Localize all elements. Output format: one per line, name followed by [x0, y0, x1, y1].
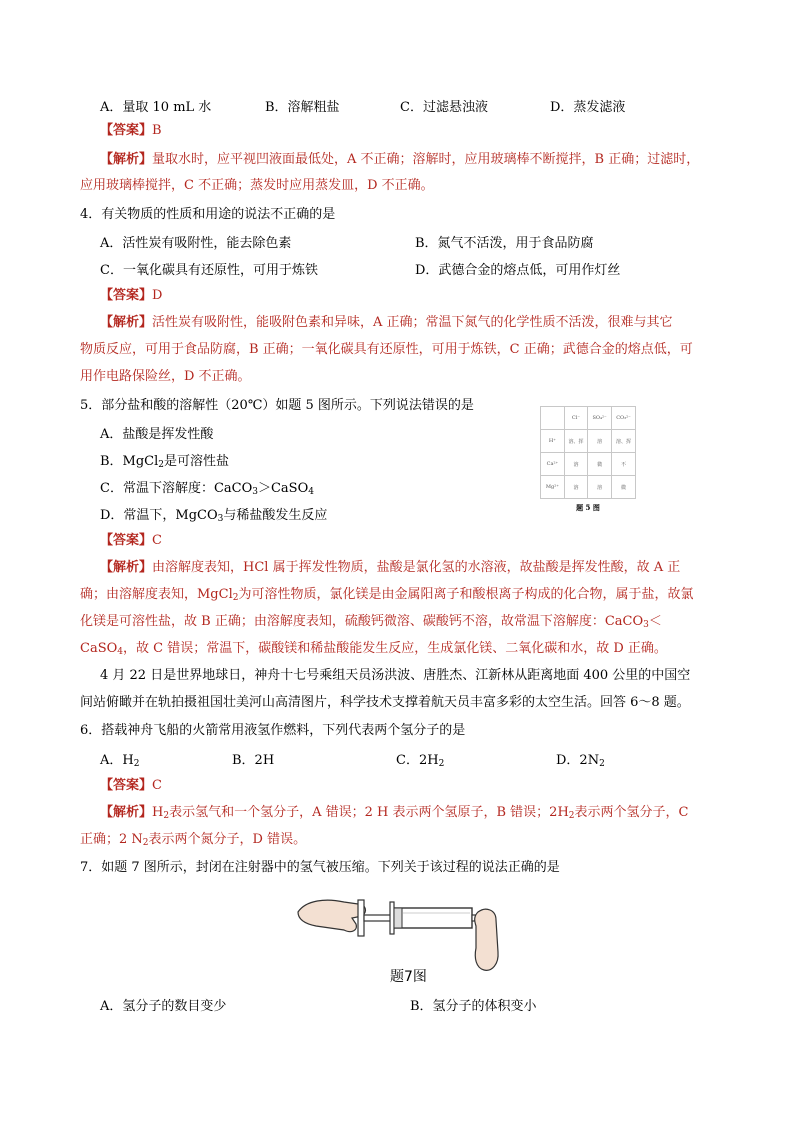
left-hand-illustration: [298, 900, 365, 931]
q5-stem: 5．部分盐和酸的溶解性（20℃）如题 5 图所示。下列说法错误的是: [80, 398, 474, 413]
text: C．2H: [396, 753, 439, 768]
table-cell: Cl⁻: [564, 407, 587, 430]
q5-option-b: [100, 450, 229, 470]
subscript: 2: [163, 811, 170, 821]
q5-option-a: A．盐酸是挥发性酸: [100, 427, 214, 442]
text: 确；由溶解度表知，MgCl: [80, 587, 233, 602]
table-cell: 微: [588, 453, 612, 476]
analysis-tag: 【解析】: [100, 315, 153, 330]
text: D．2N: [556, 753, 600, 768]
subscript: 2: [133, 759, 140, 769]
text: A．H: [100, 753, 134, 768]
text: 与稀盐酸发生反应: [223, 508, 328, 523]
figure-caption: 题 5 图: [576, 503, 600, 512]
table-cell: 溶: [588, 430, 612, 453]
q4-option-a: A．活性炭有吸附性，能去除色素: [100, 236, 292, 251]
syringe-piston: [394, 908, 402, 928]
q5-answer: [100, 531, 734, 551]
q6-option-a: [100, 749, 139, 769]
analysis-tag: 【解析】: [100, 152, 153, 167]
q4-stem: 4．有关物质的性质和用途的说法不正确的是: [80, 207, 336, 222]
passage-line-2: 间站俯瞰并在轨拍摄祖国壮美河山高清图片，科学技术支撑着航天员丰富多彩的太空生活。回答 6～8 题。: [80, 695, 690, 710]
table-cell: 溶: [564, 476, 587, 499]
table-row: [541, 407, 636, 430]
q3-option-d: D．蒸发滤液: [550, 100, 626, 115]
answer-tag: 【答案】: [100, 123, 153, 138]
q4-answer: [100, 286, 734, 306]
text: 是可溶性盐: [164, 454, 230, 469]
analysis-text: 活性炭有吸附性，能吸附色素和异味，A 正确；常温下氮气的化学性质不活泼，很难与其它: [152, 315, 673, 330]
text: C．常温下溶解度：CaCO: [100, 481, 253, 496]
table-row: [541, 430, 636, 453]
answer-tag: 【答案】: [100, 288, 153, 303]
text: ，故 C 错误；常温下，碳酸镁和稀盐酸能发生反应，生成氯化镁、二氧化碳和水，故 D 正确。: [123, 641, 667, 656]
subscript: 3: [252, 487, 258, 497]
answer-value: D: [152, 288, 163, 303]
analysis-text: 量取水时，应平视凹液面最低处，A 不正确；溶解时，应用玻璃棒不断搅拌，B 正确；过滤时，: [152, 152, 700, 167]
q5-option-c: [100, 477, 314, 497]
q7-option-a: A．氢分子的数目变少: [100, 999, 227, 1014]
q6-option-c: [396, 749, 444, 769]
table-cell: 溶: [588, 476, 612, 499]
q6-option-b: B．2H: [232, 753, 275, 768]
table-cell: H⁺: [541, 430, 565, 453]
table-cell: Mg²⁺: [541, 476, 565, 499]
text: 表示两个氮分子，D 错误。: [148, 832, 307, 847]
text: CaSO: [80, 641, 118, 656]
subscript: 2: [158, 460, 165, 470]
q3-analysis-line-2: 应用玻璃棒搅拌，C 不正确；蒸发时应用蒸发皿，D 不正确。: [80, 178, 434, 193]
text: 为可溶性物质，氯化镁是由金属阳离子和酸根离子构成的化合物，属于盐，故氯: [238, 587, 694, 602]
answer-tag: 【答案】: [100, 533, 153, 548]
plunger-handle: [358, 900, 364, 936]
right-hand-illustration: [475, 909, 498, 970]
text: B．MgCl: [100, 454, 159, 469]
table-cell: 溶: [564, 453, 587, 476]
q5-analysis-line-2: [80, 585, 734, 608]
q7-stem: 7．如题 7 图所示，封闭在注射器中的氢气被压缩。下列关于该过程的说法正确的是: [80, 860, 560, 875]
subscript: 2: [568, 811, 575, 821]
q4-option-c: C．一氧化碳具有还原性，可用于炼铁: [100, 263, 318, 278]
q4-analysis-line-1: [100, 313, 734, 333]
table-cell: CO₃²⁻: [612, 407, 636, 430]
table-cell: 溶、挥: [564, 430, 587, 453]
table-row: [541, 476, 636, 499]
subscript: 4: [308, 487, 314, 497]
syringe-barrel: [392, 908, 472, 928]
answer-value: C: [152, 778, 162, 793]
text: ＜: [648, 614, 662, 629]
answer-tag: 【答案】: [100, 778, 153, 793]
answer-value: B: [152, 123, 162, 138]
q6-analysis-line-2: [80, 830, 734, 853]
barrel-flange: [390, 902, 394, 934]
subscript: 2: [438, 759, 445, 769]
subscript: 2: [142, 838, 149, 848]
text: ＞CaSO: [257, 481, 309, 496]
text: D．常温下，MgCO: [100, 508, 218, 523]
solubility-table: [540, 406, 636, 499]
table-cell: 微: [612, 476, 636, 499]
q7-option-b: B．氢分子的体积变小: [410, 999, 537, 1014]
table-cell: 不: [612, 453, 636, 476]
q5-analysis-line-4: [80, 639, 734, 662]
table-cell: [541, 407, 565, 430]
q6-option-d: [556, 749, 605, 769]
subscript: 3: [643, 620, 649, 630]
q3-option-a: A．量取 10 mL 水: [100, 100, 212, 115]
q6-stem: 6．搭载神舟飞船的火箭常用液氢作燃料，下列代表两个氢分子的是: [80, 723, 466, 738]
q3-analysis-line-1: [100, 150, 734, 170]
q3-option-b: B．溶解粗盐: [265, 100, 340, 115]
table-cell: SO₄²⁻: [588, 407, 612, 430]
analysis-tag: 【解析】: [100, 805, 153, 820]
subscript: 4: [117, 647, 123, 657]
solubility-table-figure: [540, 406, 636, 513]
passage-line-1: 4 月 22 日是世界地球日，神舟十七号乘组天员汤洪波、唐胜杰、江新林从距离地面 400 公里的中国空: [100, 668, 691, 683]
analysis-text: 由溶解度表知，HCl 属于挥发性物质，盐酸是氯化氢的水溶液，故盐酸是挥发性酸，故 A 正: [152, 560, 681, 575]
table-cell: Ca²⁺: [541, 453, 565, 476]
q3-option-c: C．过滤悬浊液: [400, 100, 488, 115]
table-cell: 溶、挥: [612, 430, 636, 453]
answer-value: C: [152, 533, 162, 548]
q5-analysis-line-1: [100, 558, 734, 578]
q6-analysis-line-1: [100, 803, 734, 826]
subscript: 3: [217, 514, 224, 524]
subscript: 2: [232, 593, 239, 603]
syringe-figure: [296, 892, 506, 974]
q4-analysis-line-3: 用作电路保险丝，D 不正确。: [80, 369, 251, 384]
figure-caption: 题7图: [390, 969, 427, 985]
q4-analysis-line-2: 物质反应，可用于食品防腐，B 正确；一氧化碳具有还原性，可用于炼铁，C 正确；武德合金的熔点低，可: [80, 342, 693, 357]
table-row: [541, 453, 636, 476]
q4-option-d: D．武德合金的熔点低，可用作灯丝: [415, 263, 621, 278]
text: 表示氢气和一个氢分子，A 错误；2 H 表示两个氢原子，B 错误；2H: [169, 805, 569, 820]
q6-answer: [100, 776, 734, 796]
q5-analysis-line-3: [80, 612, 734, 635]
text: 正确；2 N: [80, 832, 143, 847]
text: H: [152, 805, 164, 820]
q4-option-b: B．氮气不活泼，用于食品防腐: [415, 236, 594, 251]
text: 化镁是可溶性盐，故 B 正确；由溶解度表知，硫酸钙微溶、碳酸钙不溶，故常温下溶解度：CaCO: [80, 614, 644, 629]
q3-answer: [100, 121, 734, 141]
text: 表示两个氢分子，C: [574, 805, 689, 820]
subscript: 2: [599, 759, 605, 769]
q5-option-d: [100, 504, 327, 524]
analysis-tag: 【解析】: [100, 560, 153, 575]
